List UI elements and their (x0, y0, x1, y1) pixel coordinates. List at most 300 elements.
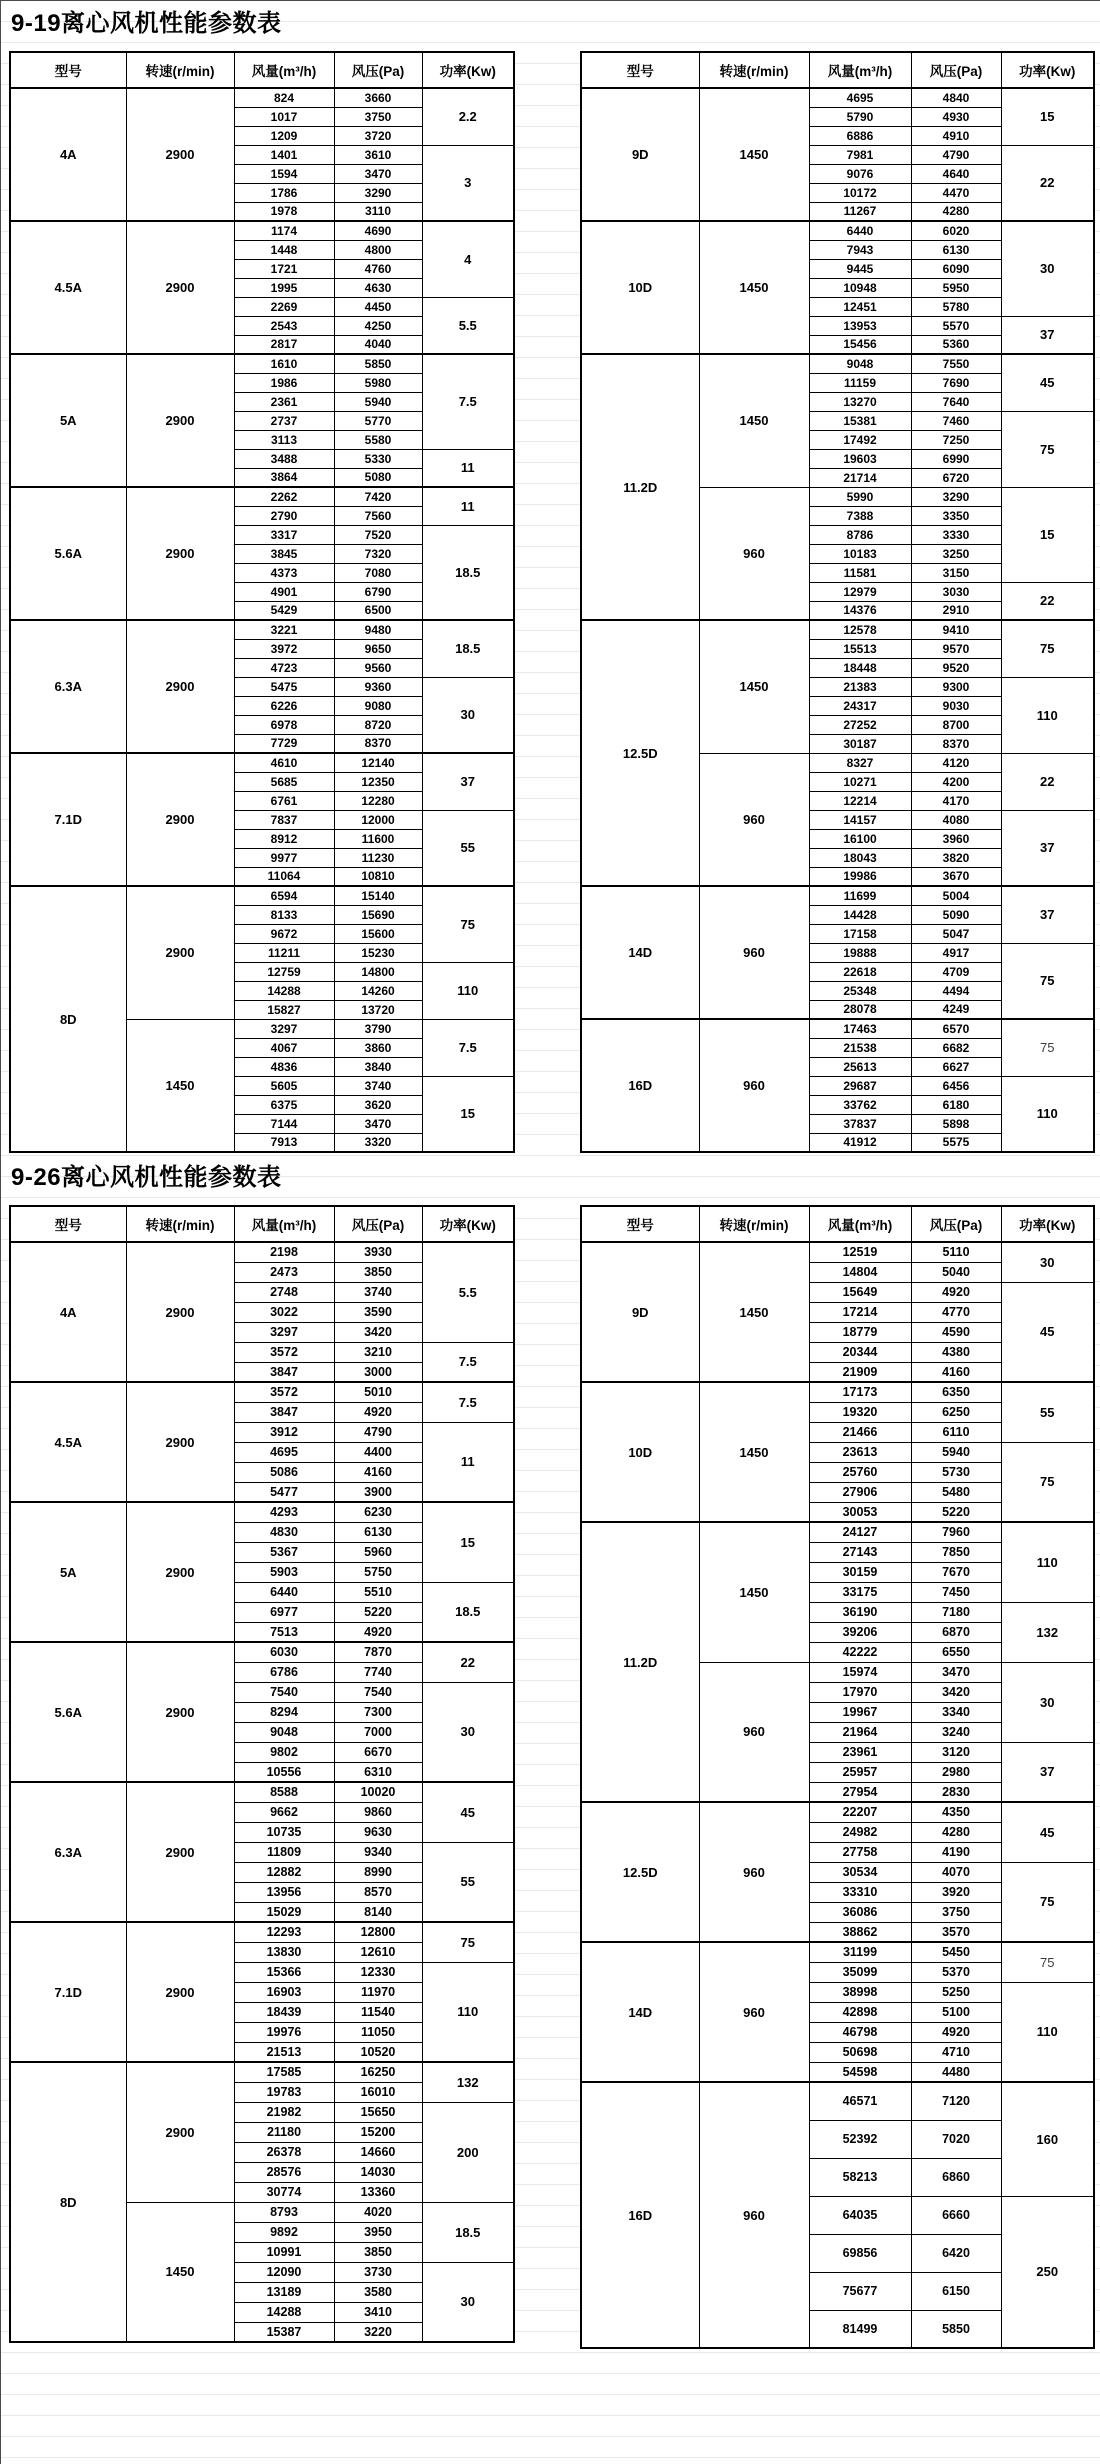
airflow-cell: 10556 (234, 1762, 334, 1782)
pressure-cell: 3290 (334, 183, 422, 202)
table-row (10, 487, 514, 506)
power-cell: 110 (1001, 1522, 1094, 1602)
table-row (581, 2082, 1094, 2120)
airflow-cell: 17463 (809, 1019, 911, 1038)
airflow-cell: 3847 (234, 1362, 334, 1382)
pressure-cell: 4160 (334, 1462, 422, 1482)
pressure-cell: 4250 (334, 316, 422, 335)
fan-params-table-9-19-right (580, 51, 1095, 1153)
pressure-cell: 6250 (911, 1402, 1001, 1422)
power-cell: 7.5 (422, 1342, 514, 1382)
power-cell: 55 (422, 810, 514, 886)
pressure-cell: 5040 (911, 1262, 1001, 1282)
airflow-cell: 23613 (809, 1442, 911, 1462)
rpm-cell: 2900 (126, 354, 234, 487)
power-cell: 30 (422, 2262, 514, 2342)
pressure-cell: 3920 (911, 1882, 1001, 1902)
pressure-cell: 5090 (911, 905, 1001, 924)
pressure-cell: 7300 (334, 1702, 422, 1722)
header-row (10, 1206, 514, 1242)
pressure-cell: 7670 (911, 1562, 1001, 1582)
model-cell: 7.1D (10, 753, 126, 886)
pressure-cell: 3330 (911, 525, 1001, 544)
table-pair-9-19 (9, 51, 1100, 1153)
table-row (10, 1242, 514, 1262)
header-cell: 风量(m³/h) (809, 52, 911, 88)
airflow-cell: 8786 (809, 525, 911, 544)
airflow-cell: 27954 (809, 1782, 911, 1802)
pressure-cell: 5480 (911, 1482, 1001, 1502)
pressure-cell: 4840 (911, 88, 1001, 107)
airflow-cell: 17214 (809, 1302, 911, 1322)
airflow-cell: 1995 (234, 278, 334, 297)
pressure-cell: 7960 (911, 1522, 1001, 1542)
airflow-cell: 35099 (809, 1962, 911, 1982)
airflow-cell: 8588 (234, 1782, 334, 1802)
model-cell: 12.5D (581, 1802, 699, 1942)
airflow-cell: 18043 (809, 848, 911, 867)
rpm-cell: 2900 (126, 88, 234, 221)
pressure-cell: 11050 (334, 2022, 422, 2042)
model-cell: 8D (10, 2062, 126, 2342)
model-cell: 14D (581, 1942, 699, 2082)
airflow-cell: 7729 (234, 734, 334, 753)
pressure-cell: 9410 (911, 620, 1001, 639)
pressure-cell: 3670 (911, 867, 1001, 886)
airflow-cell: 3972 (234, 639, 334, 658)
airflow-cell: 21466 (809, 1422, 911, 1442)
pressure-cell: 3470 (334, 164, 422, 183)
airflow-cell: 2817 (234, 335, 334, 354)
pressure-cell: 6130 (334, 1522, 422, 1542)
pressure-cell: 14030 (334, 2162, 422, 2182)
model-cell: 11.2D (581, 1522, 699, 1802)
airflow-cell: 11159 (809, 373, 911, 392)
airflow-cell: 4695 (809, 88, 911, 107)
power-cell: 22 (1001, 582, 1094, 620)
pressure-cell: 4790 (334, 1422, 422, 1442)
airflow-cell: 15366 (234, 1962, 334, 1982)
pressure-cell: 5575 (911, 1133, 1001, 1152)
airflow-cell: 75677 (809, 2272, 911, 2310)
power-cell: 18.5 (422, 1582, 514, 1642)
model-cell: 14D (581, 886, 699, 1019)
pressure-cell: 5770 (334, 411, 422, 430)
pressure-cell: 4640 (911, 164, 1001, 183)
airflow-cell: 3488 (234, 449, 334, 468)
airflow-cell: 12214 (809, 791, 911, 810)
airflow-cell: 1401 (234, 145, 334, 164)
pressure-cell: 6990 (911, 449, 1001, 468)
table-row (581, 620, 1094, 639)
airflow-cell: 2748 (234, 1282, 334, 1302)
airflow-cell: 13953 (809, 316, 911, 335)
airflow-cell: 19603 (809, 449, 911, 468)
pressure-cell: 3030 (911, 582, 1001, 601)
power-cell: 30 (1001, 1662, 1094, 1742)
header-cell: 风量(m³/h) (234, 52, 334, 88)
pressure-cell: 4690 (334, 221, 422, 240)
airflow-cell: 7540 (234, 1682, 334, 1702)
pressure-cell: 6670 (334, 1742, 422, 1762)
pressure-cell: 4350 (911, 1802, 1001, 1822)
airflow-cell: 54598 (809, 2062, 911, 2082)
power-cell: 75 (422, 886, 514, 962)
airflow-cell: 11581 (809, 563, 911, 582)
power-cell: 11 (422, 487, 514, 525)
pressure-cell: 6230 (334, 1502, 422, 1522)
airflow-cell: 14804 (809, 1262, 911, 1282)
pressure-cell: 5570 (911, 316, 1001, 335)
pressure-cell: 7420 (334, 487, 422, 506)
power-cell: 75 (1001, 1442, 1094, 1522)
table-title-9-19: 9-19离心风机性能参数表 (11, 10, 282, 37)
pressure-cell: 4380 (911, 1342, 1001, 1362)
header-row (581, 1206, 1094, 1242)
airflow-cell: 11699 (809, 886, 911, 905)
fan-params-table-9-26-right (580, 1205, 1095, 2349)
pressure-cell: 7000 (334, 1722, 422, 1742)
model-cell: 9D (581, 88, 699, 221)
header-row (581, 52, 1094, 88)
airflow-cell: 2198 (234, 1242, 334, 1262)
table-section-9-19 (9, 9, 1100, 1153)
table-row (581, 1802, 1094, 1822)
airflow-cell: 14376 (809, 601, 911, 620)
pressure-cell: 15200 (334, 2122, 422, 2142)
pressure-cell: 7870 (334, 1642, 422, 1662)
rpm-cell: 1450 (699, 1242, 809, 1382)
pressure-cell: 5100 (911, 2002, 1001, 2022)
airflow-cell: 3297 (234, 1019, 334, 1038)
airflow-cell: 6226 (234, 696, 334, 715)
pressure-cell: 6420 (911, 2234, 1001, 2272)
pressure-cell: 9360 (334, 677, 422, 696)
power-cell: 75 (1001, 1019, 1094, 1076)
table-row (10, 2062, 514, 2082)
airflow-cell: 18779 (809, 1322, 911, 1342)
pressure-cell: 8570 (334, 1882, 422, 1902)
airflow-cell: 14428 (809, 905, 911, 924)
airflow-cell: 12090 (234, 2262, 334, 2282)
airflow-cell: 7913 (234, 1133, 334, 1152)
model-cell: 10D (581, 221, 699, 354)
pressure-cell: 7020 (911, 2120, 1001, 2158)
header-cell: 型号 (10, 1206, 126, 1242)
table-title-9-26: 9-26离心风机性能参数表 (11, 1164, 282, 1191)
rpm-cell: 2900 (126, 487, 234, 620)
airflow-cell: 25760 (809, 1462, 911, 1482)
pressure-cell: 4800 (334, 240, 422, 259)
power-cell: 37 (1001, 810, 1094, 886)
model-cell: 7.1D (10, 1922, 126, 2062)
airflow-cell: 5990 (809, 487, 911, 506)
header-cell: 功率(Kw) (422, 52, 514, 88)
airflow-cell: 30159 (809, 1562, 911, 1582)
power-cell: 18.5 (422, 2202, 514, 2262)
pressure-cell: 7120 (911, 2082, 1001, 2120)
pressure-cell: 12280 (334, 791, 422, 810)
airflow-cell: 7144 (234, 1114, 334, 1133)
power-cell: 200 (422, 2102, 514, 2202)
airflow-cell: 30053 (809, 1502, 911, 1522)
rpm-cell: 960 (699, 1019, 809, 1152)
pressure-cell: 6456 (911, 1076, 1001, 1095)
pressure-cell: 3580 (334, 2282, 422, 2302)
rpm-cell: 1450 (126, 1019, 234, 1152)
airflow-cell: 12979 (809, 582, 911, 601)
pressure-cell: 4910 (911, 126, 1001, 145)
airflow-cell: 6440 (234, 1582, 334, 1602)
pressure-cell: 5450 (911, 1942, 1001, 1962)
airflow-cell: 4901 (234, 582, 334, 601)
power-cell: 110 (1001, 677, 1094, 753)
model-cell: 6.3A (10, 1782, 126, 1922)
header-cell: 型号 (581, 52, 699, 88)
pressure-cell: 10810 (334, 867, 422, 886)
airflow-cell: 1209 (234, 126, 334, 145)
pressure-cell: 9030 (911, 696, 1001, 715)
rpm-cell: 960 (699, 1802, 809, 1942)
pressure-cell: 5370 (911, 1962, 1001, 1982)
pressure-cell: 12350 (334, 772, 422, 791)
table-row (581, 1242, 1094, 1262)
power-cell: 3 (422, 145, 514, 221)
airflow-cell: 15029 (234, 1902, 334, 1922)
pressure-cell: 3410 (334, 2302, 422, 2322)
pressure-cell: 3570 (911, 1922, 1001, 1942)
header-cell: 风压(Pa) (911, 1206, 1001, 1242)
table-row (10, 88, 514, 107)
airflow-cell: 26378 (234, 2142, 334, 2162)
airflow-cell: 8912 (234, 829, 334, 848)
airflow-cell: 12451 (809, 297, 911, 316)
power-cell: 30 (422, 1682, 514, 1782)
power-cell: 5.5 (422, 297, 514, 354)
pressure-cell: 6660 (911, 2196, 1001, 2234)
rpm-cell: 2900 (126, 1782, 234, 1922)
airflow-cell: 25957 (809, 1762, 911, 1782)
airflow-cell: 3113 (234, 430, 334, 449)
power-cell: 55 (422, 1842, 514, 1922)
pressure-cell: 5780 (911, 297, 1001, 316)
pressure-cell: 7250 (911, 430, 1001, 449)
table-row (581, 1019, 1094, 1038)
pressure-cell: 5750 (334, 1562, 422, 1582)
rpm-cell: 1450 (699, 1522, 809, 1662)
airflow-cell: 42222 (809, 1642, 911, 1662)
pressure-cell: 3740 (334, 1282, 422, 1302)
airflow-cell: 9048 (809, 354, 911, 373)
pressure-cell: 3620 (334, 1095, 422, 1114)
pressure-cell: 4494 (911, 981, 1001, 1000)
header-cell: 型号 (581, 1206, 699, 1242)
pressure-cell: 3930 (334, 1242, 422, 1262)
power-cell: 5.5 (422, 1242, 514, 1342)
pressure-cell: 5898 (911, 1114, 1001, 1133)
pressure-cell: 4400 (334, 1442, 422, 1462)
rpm-cell: 1450 (699, 620, 809, 753)
power-cell: 132 (422, 2062, 514, 2102)
airflow-cell: 8294 (234, 1702, 334, 1722)
rpm-cell: 2900 (126, 1922, 234, 2062)
header-row (10, 52, 514, 88)
rpm-cell: 960 (699, 1942, 809, 2082)
power-cell: 75 (422, 1922, 514, 1962)
airflow-cell: 15387 (234, 2322, 334, 2342)
pressure-cell: 5850 (334, 354, 422, 373)
power-cell: 110 (1001, 1076, 1094, 1152)
airflow-cell: 6886 (809, 126, 911, 145)
pressure-cell: 6860 (911, 2158, 1001, 2196)
pressure-cell: 6020 (911, 221, 1001, 240)
airflow-cell: 5903 (234, 1562, 334, 1582)
model-cell: 16D (581, 2082, 699, 2348)
pressure-cell: 3420 (334, 1322, 422, 1342)
airflow-cell: 52392 (809, 2120, 911, 2158)
rpm-cell: 2900 (126, 221, 234, 354)
pressure-cell: 5110 (911, 1242, 1001, 1262)
airflow-cell: 1986 (234, 373, 334, 392)
rpm-cell: 2900 (126, 620, 234, 753)
pressure-cell: 3210 (334, 1342, 422, 1362)
pressure-cell: 8370 (334, 734, 422, 753)
header-cell: 风压(Pa) (911, 52, 1001, 88)
power-cell: 110 (1001, 1982, 1094, 2082)
airflow-cell: 824 (234, 88, 334, 107)
pressure-cell: 3850 (334, 2242, 422, 2262)
pressure-cell: 3470 (334, 1114, 422, 1133)
pressure-cell: 5250 (911, 1982, 1001, 2002)
airflow-cell: 1174 (234, 221, 334, 240)
airflow-cell: 39206 (809, 1622, 911, 1642)
airflow-cell: 17492 (809, 430, 911, 449)
pressure-cell: 6350 (911, 1382, 1001, 1402)
table-row (10, 886, 514, 905)
airflow-cell: 19986 (809, 867, 911, 886)
airflow-cell: 28576 (234, 2162, 334, 2182)
airflow-cell: 13956 (234, 1882, 334, 1902)
pressure-cell: 12610 (334, 1942, 422, 1962)
airflow-cell: 21513 (234, 2042, 334, 2062)
power-cell: 2.2 (422, 88, 514, 145)
airflow-cell: 11064 (234, 867, 334, 886)
pressure-cell: 3610 (334, 145, 422, 164)
power-cell: 37 (1001, 886, 1094, 943)
rpm-cell: 1450 (699, 221, 809, 354)
pressure-cell: 6870 (911, 1622, 1001, 1642)
power-cell: 45 (1001, 354, 1094, 411)
pressure-cell: 10520 (334, 2042, 422, 2062)
airflow-cell: 8327 (809, 753, 911, 772)
airflow-cell: 12578 (809, 620, 911, 639)
pressure-cell: 9630 (334, 1822, 422, 1842)
airflow-cell: 20344 (809, 1342, 911, 1362)
pressure-cell: 7450 (911, 1582, 1001, 1602)
airflow-cell: 42898 (809, 2002, 911, 2022)
model-cell: 5A (10, 354, 126, 487)
table-row (10, 1922, 514, 1942)
pressure-cell: 3220 (334, 2322, 422, 2342)
table-row (581, 354, 1094, 373)
pressure-cell: 8700 (911, 715, 1001, 734)
airflow-cell: 64035 (809, 2196, 911, 2234)
airflow-cell: 14157 (809, 810, 911, 829)
airflow-cell: 29687 (809, 1076, 911, 1095)
airflow-cell: 16903 (234, 1982, 334, 2002)
airflow-cell: 2737 (234, 411, 334, 430)
pressure-cell: 5220 (911, 1502, 1001, 1522)
pressure-cell: 4480 (911, 2062, 1001, 2082)
airflow-cell: 9977 (234, 848, 334, 867)
power-cell: 30 (1001, 221, 1094, 316)
pressure-cell: 3950 (334, 2222, 422, 2242)
pressure-cell: 7560 (334, 506, 422, 525)
airflow-cell: 9445 (809, 259, 911, 278)
airflow-cell: 4610 (234, 753, 334, 772)
airflow-cell: 6761 (234, 791, 334, 810)
pressure-cell: 11970 (334, 1982, 422, 2002)
airflow-cell: 15381 (809, 411, 911, 430)
airflow-cell: 1978 (234, 202, 334, 221)
power-cell: 75 (1001, 943, 1094, 1019)
airflow-cell: 15456 (809, 335, 911, 354)
pressure-cell: 7740 (334, 1662, 422, 1682)
airflow-cell: 12519 (809, 1242, 911, 1262)
airflow-cell: 1786 (234, 183, 334, 202)
airflow-cell: 31199 (809, 1942, 911, 1962)
pressure-cell: 6790 (334, 582, 422, 601)
airflow-cell: 9672 (234, 924, 334, 943)
power-cell: 132 (1001, 1602, 1094, 1662)
pressure-cell: 3660 (334, 88, 422, 107)
power-cell: 15 (422, 1502, 514, 1582)
table-row (10, 1502, 514, 1522)
power-cell: 30 (422, 677, 514, 753)
power-cell: 15 (422, 1076, 514, 1152)
table-row (10, 620, 514, 639)
airflow-cell: 21909 (809, 1362, 911, 1382)
pressure-cell: 14800 (334, 962, 422, 981)
power-cell: 45 (422, 1782, 514, 1842)
pressure-cell: 9480 (334, 620, 422, 639)
airflow-cell: 1448 (234, 240, 334, 259)
header-cell: 转速(r/min) (126, 52, 234, 88)
airflow-cell: 2262 (234, 487, 334, 506)
airflow-cell: 4293 (234, 1502, 334, 1522)
rpm-cell: 960 (699, 753, 809, 886)
pressure-cell: 3860 (334, 1038, 422, 1057)
airflow-cell: 21180 (234, 2122, 334, 2142)
pressure-cell: 9520 (911, 658, 1001, 677)
airflow-cell: 15827 (234, 1000, 334, 1019)
airflow-cell: 25348 (809, 981, 911, 1000)
airflow-cell: 10735 (234, 1822, 334, 1842)
model-cell: 5.6A (10, 1642, 126, 1782)
airflow-cell: 10991 (234, 2242, 334, 2262)
power-cell: 250 (1001, 2196, 1094, 2348)
pressure-cell: 4020 (334, 2202, 422, 2222)
airflow-cell: 17173 (809, 1382, 911, 1402)
rpm-cell: 1450 (699, 354, 809, 487)
airflow-cell: 9892 (234, 2222, 334, 2242)
pressure-cell: 6110 (911, 1422, 1001, 1442)
header-cell: 转速(r/min) (126, 1206, 234, 1242)
pressure-cell: 7520 (334, 525, 422, 544)
pressure-cell: 3240 (911, 1722, 1001, 1742)
rpm-cell: 2900 (126, 1502, 234, 1642)
pressure-cell: 8990 (334, 1862, 422, 1882)
